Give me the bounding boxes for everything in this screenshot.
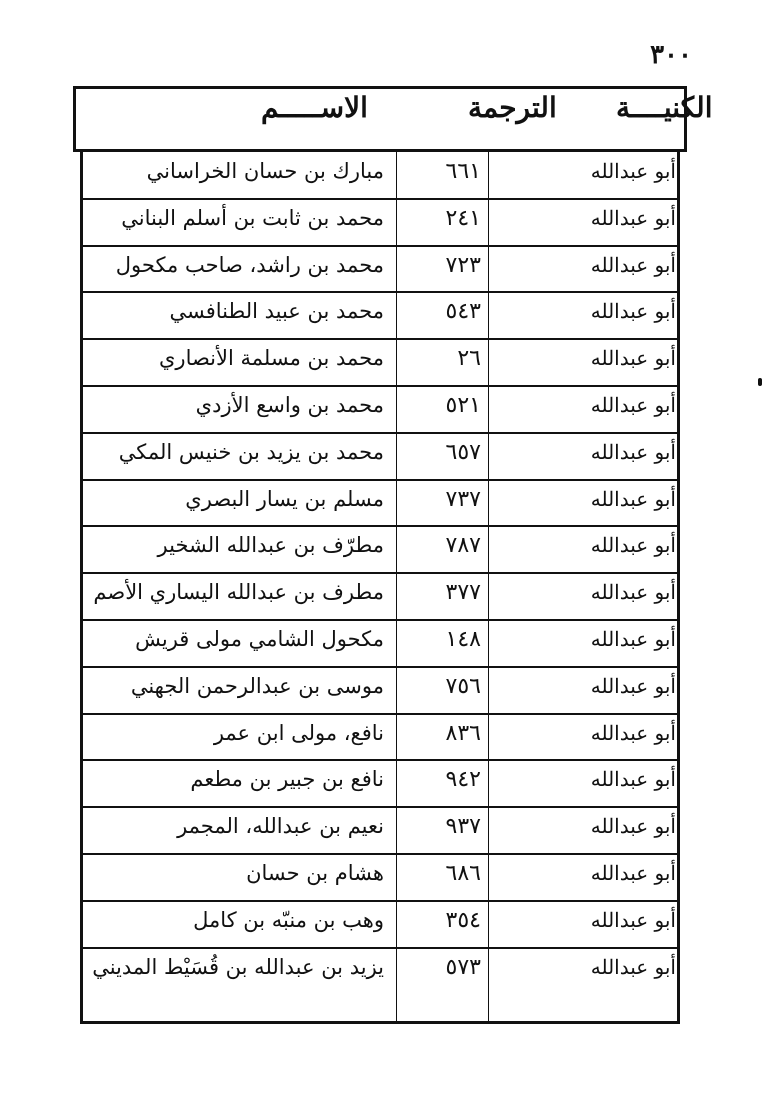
row-tarjama-number: ٣٥٤ — [445, 907, 481, 933]
row-name: هشام بن حسان — [246, 861, 384, 885]
row-tarjama-number: ٧٨٧ — [445, 533, 481, 559]
row-name: محمد بن يزيد بن خنيس المكي — [118, 439, 384, 464]
row-divider — [82, 245, 678, 247]
row-kunya: أبو عبدالله — [590, 346, 676, 371]
row-divider — [82, 713, 678, 715]
row-divider — [82, 666, 678, 668]
row-name: مطرّف بن عبدالله الشخير — [157, 533, 384, 558]
header-ism: الاســـــم — [261, 91, 368, 124]
row-kunya: أبو عبدالله — [590, 205, 676, 230]
row-tarjama-number: ٩٣٧ — [445, 814, 481, 840]
row-tarjama-number: ٥٢١ — [445, 393, 481, 418]
row-tarjama-number: ٦٦١ — [445, 159, 481, 184]
row-tarjama-number: ٢٦ — [457, 346, 481, 372]
row-kunya: أبو عبدالله — [590, 580, 676, 605]
header-kunya: الكنيــــة — [616, 91, 713, 124]
row-name: مكحول الشامي مولى قريش — [135, 627, 384, 651]
row-name: مسلم بن يسار البصري — [185, 486, 384, 511]
row-kunya: أبو عبدالله — [590, 673, 676, 698]
row-name: محمد بن راشد، صاحب مكحول — [115, 252, 384, 277]
row-name: محمد بن واسع الأزدي — [195, 393, 384, 417]
row-kunya: أبو عبدالله — [590, 393, 676, 417]
page-number: ٣٠٠ — [650, 40, 692, 70]
margin-mark — [758, 378, 762, 386]
row-divider — [82, 385, 678, 387]
row-divider — [82, 198, 678, 200]
row-tarjama-number: ٧٣٧ — [445, 486, 481, 512]
row-tarjama-number: ٣٧٧ — [445, 580, 481, 606]
row-name: يزيد بن عبدالله بن قُسَيْط المديني — [92, 954, 384, 979]
row-tarjama-number: ٥٤٣ — [445, 299, 481, 325]
row-name: مبارك بن حسان الخراساني — [146, 159, 384, 183]
row-divider — [82, 947, 678, 949]
row-kunya: أبو عبدالله — [590, 299, 676, 324]
row-name: محمد بن مسلمة الأنصاري — [158, 346, 384, 371]
row-kunya: أبو عبدالله — [590, 486, 676, 511]
row-divider — [82, 432, 678, 434]
row-kunya: أبو عبدالله — [590, 814, 676, 839]
row-tarjama-number: ٧٥٦ — [445, 673, 481, 699]
row-name: نافع، مولى ابن عمر — [213, 720, 384, 745]
row-divider — [82, 338, 678, 340]
row-divider — [82, 619, 678, 621]
row-tarjama-number: ٧٢٣ — [445, 252, 481, 278]
row-kunya: أبو عبدالله — [590, 954, 676, 979]
row-kunya: أبو عبدالله — [590, 252, 676, 277]
row-divider — [82, 853, 678, 855]
column-divider-number — [488, 152, 489, 1022]
row-divider — [82, 900, 678, 902]
table-header — [73, 86, 713, 152]
row-name: محمد بن ثابت بن أسلم البناني — [121, 205, 384, 230]
row-kunya: أبو عبدالله — [590, 627, 676, 651]
row-name: مطرف بن عبدالله اليساري الأصم — [93, 580, 384, 605]
header-tarjama: الترجمة — [468, 91, 557, 124]
row-divider — [82, 525, 678, 527]
row-kunya: أبو عبدالله — [590, 439, 676, 464]
row-tarjama-number: ٩٤٢ — [445, 767, 481, 793]
row-name: نعيم بن عبدالله، المجمر — [177, 814, 384, 839]
row-kunya: أبو عبدالله — [590, 907, 676, 932]
row-divider — [82, 759, 678, 761]
row-tarjama-number: ٦٨٦ — [445, 861, 481, 886]
row-tarjama-number: ٨٣٦ — [445, 720, 481, 746]
row-kunya: أبو عبدالله — [590, 533, 676, 558]
row-tarjama-number: ١٤٨ — [445, 627, 481, 652]
row-name: محمد بن عبيد الطنافسي — [169, 299, 384, 324]
row-tarjama-number: ٥٧٣ — [445, 954, 481, 980]
row-name: وهب بن منبّه بن كامل — [193, 907, 384, 932]
row-name: موسى بن عبدالرحمن الجهني — [130, 673, 384, 698]
row-kunya: أبو عبدالله — [590, 767, 676, 792]
row-kunya: أبو عبدالله — [590, 159, 676, 183]
row-kunya: أبو عبدالله — [590, 720, 676, 745]
row-divider — [82, 291, 678, 293]
row-divider — [82, 806, 678, 808]
column-divider-name — [396, 152, 397, 1022]
row-divider — [82, 572, 678, 574]
row-tarjama-number: ٦٥٧ — [445, 439, 481, 465]
row-divider — [82, 479, 678, 481]
row-name: نافع بن جبير بن مطعم — [190, 767, 384, 792]
row-tarjama-number: ٢٤١ — [445, 205, 481, 231]
row-kunya: أبو عبدالله — [590, 861, 676, 885]
